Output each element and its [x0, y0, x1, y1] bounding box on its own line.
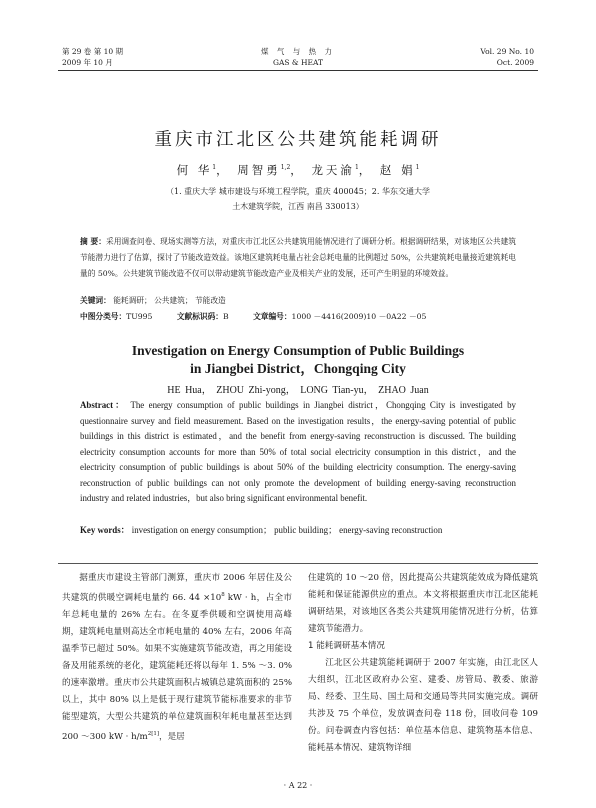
- exponent: 8: [221, 592, 225, 598]
- author-affiliation-mark: 1: [212, 164, 217, 172]
- author-name: 龙天渝: [311, 163, 355, 177]
- body-column-right: [308, 570, 538, 757]
- paper-title-en: [0, 342, 596, 378]
- journal-name-cn: 煤 气 与 热 力: [260, 47, 336, 56]
- paper-title-cn: 重庆市江北区公共建筑能耗调研: [154, 130, 442, 150]
- article-number-label: 文章编号：: [253, 312, 292, 321]
- author-list-en: HE Hua， ZHOU Zhi-yong， LONG Tian-yu， ZHAO Juan: [167, 385, 429, 396]
- abstract-text-en: The energy consumption of public buildings in Jiangbei district，Chongqing City is investigated by questionnaire survey and field measurement. Based on the investigation results，the energy-saving potential of public buildings in this district is estimated，and the benefit from energy-saving reconstruction is discussed. The building electricity consumption accounts for more than 50% of total social electricity consumption in this district，and the electricity consumption of public buildings is about 50% of the building electricity consumption. The energy-saving reconstruction of public buildings can not only promote the development of building energy-saving reconstruction industry and related industries，but also bring significant environmental benefit.: [80, 400, 516, 503]
- document-code-label: 文献标识码：: [176, 312, 223, 321]
- body-column-left: [62, 570, 292, 746]
- header-divider: [58, 70, 538, 71]
- paragraph-text: 据重庆市建设主管部门测算，重庆市 2006 年居住及公共建筑的供暖空调耗电量约 66. 44 ×10: [62, 573, 292, 603]
- keywords-text-en: investigation on energy consumption； public building； energy-saving reconstruction: [129, 525, 443, 535]
- author-affiliation-mark: 1: [354, 164, 359, 172]
- journal-volume-info-en: [480, 46, 534, 68]
- page-number: · A 22 ·: [283, 781, 313, 790]
- affiliation-line: （1. 重庆大学 城市建设与环境工程学院，重庆 400045；2. 华东交通大学: [166, 187, 430, 196]
- document-code-value: B: [223, 312, 229, 321]
- title-line: in Jiangbei District，Chongqing City: [190, 361, 406, 376]
- paragraph-text: ，是居: [158, 731, 185, 742]
- body-paragraph: [62, 570, 292, 746]
- publication-date-en: Oct. 2009: [496, 58, 534, 67]
- author-name: 赵 娟: [379, 163, 416, 177]
- abstract-cn: [80, 234, 516, 282]
- abstract-divider: [58, 563, 538, 564]
- author-separator: ，: [358, 163, 374, 177]
- exponent: 2: [147, 730, 152, 737]
- keywords-label-en: Key words：: [80, 525, 130, 535]
- author-separator: ，: [290, 163, 305, 177]
- article-number-value: 1000 －4416(2009)10 －0A22 －05: [291, 312, 427, 321]
- author-affiliation-mark: 1,2: [280, 164, 291, 172]
- keywords-en: [80, 523, 516, 539]
- keywords-text-cn: 能耗调研； 公共建筑； 节能改造: [110, 296, 226, 305]
- affiliation-line: 土木建筑学院，江西 南昌 330013）: [232, 202, 364, 211]
- author-list-cn: [0, 162, 596, 178]
- section-heading: 1 能耗调研基本情况: [308, 641, 385, 651]
- abstract-text-cn: 采用调查问卷、现场实测等方法，对重庆市江北区公共建筑用能情况进行了调研分析。根据调研结果，对该地区公共建筑节能潜力进行了估算，探讨了节能改造效益。该地区建筑耗电量占社会总耗电量的比例超过 50%，公共建筑耗电量接近建筑耗电量的 50%。公共建筑节能改造不仅可以带动建筑节能改造产业及相关产业的发展，还可产生明显的环境效益。: [80, 237, 516, 278]
- abstract-label-en: Abstract：: [80, 400, 127, 410]
- title-line: Investigation on Energy Consumption of Public Buildings: [131, 343, 465, 358]
- author-name: 何 华: [176, 163, 213, 177]
- class-number-label: 中图分类号：: [80, 312, 127, 321]
- citation-ref: [1]: [151, 730, 159, 737]
- body-paragraph: 住建筑的 10 ～20 倍，因此提高公共建筑能效成为降低建筑能耗和保证能源供应的重点。本文将根据重庆市江北区能耗调研结果，对该地区各类公共建筑用能情况进行分析，估算建筑节能潜力。: [308, 573, 538, 634]
- keywords-cn: [80, 294, 226, 307]
- author-name: 周智勇: [237, 163, 281, 177]
- affiliations-cn: [0, 184, 596, 214]
- volume-issue: 第 29 卷 第 10 期: [62, 47, 124, 56]
- keywords-label-cn: 关键词：: [80, 296, 111, 305]
- author-affiliation-mark: 1: [415, 164, 420, 172]
- volume-issue-en: Vol. 29 No. 10: [480, 47, 534, 56]
- abstract-label-cn: 摘 要：: [80, 237, 106, 246]
- publication-date: 2009 年 10 月: [62, 58, 113, 67]
- body-paragraph: 江北区公共建筑能耗调研于 2007 年实施，由江北区人大组织，江北区政府办公室、建委、房管局、教委、旅游局、经委、卫生局、国土局和交通局等共同实施完成。调研共涉及 75 个单位，发放调查问卷 118 份，回收问卷 109 份。问卷调查内容包括：单位基本信息、建筑物基本信息、能耗基本情况、建筑物详细: [308, 658, 538, 753]
- class-number-value: TU995: [126, 312, 153, 321]
- paragraph-text: kW · h，占全市年总耗电量的 26% 左右。在冬夏季供暖和空调使用高峰期，建筑耗电量则高达全市耗电量的 40% 左右，2006 年高温季节已超过 50%。如果不实施建筑节能改造，再之用能设备及用能系统的老化，建筑能耗还将以每年 1. 5% ～3. 0% 的速率激增。重庆市公共建筑面积占城镇总建筑面积的 25% 以上，其中 80% 以上是低于现行建筑节能标准要求的非节能型建筑，大型公共建筑的单位建筑面积年耗电量甚至达到 200 ～300 kW · h/m: [62, 592, 292, 742]
- author-separator: ，: [216, 163, 231, 177]
- abstract-en: [80, 398, 516, 507]
- classification-line: [80, 310, 426, 323]
- journal-name-en: GAS & HEAT: [272, 58, 323, 67]
